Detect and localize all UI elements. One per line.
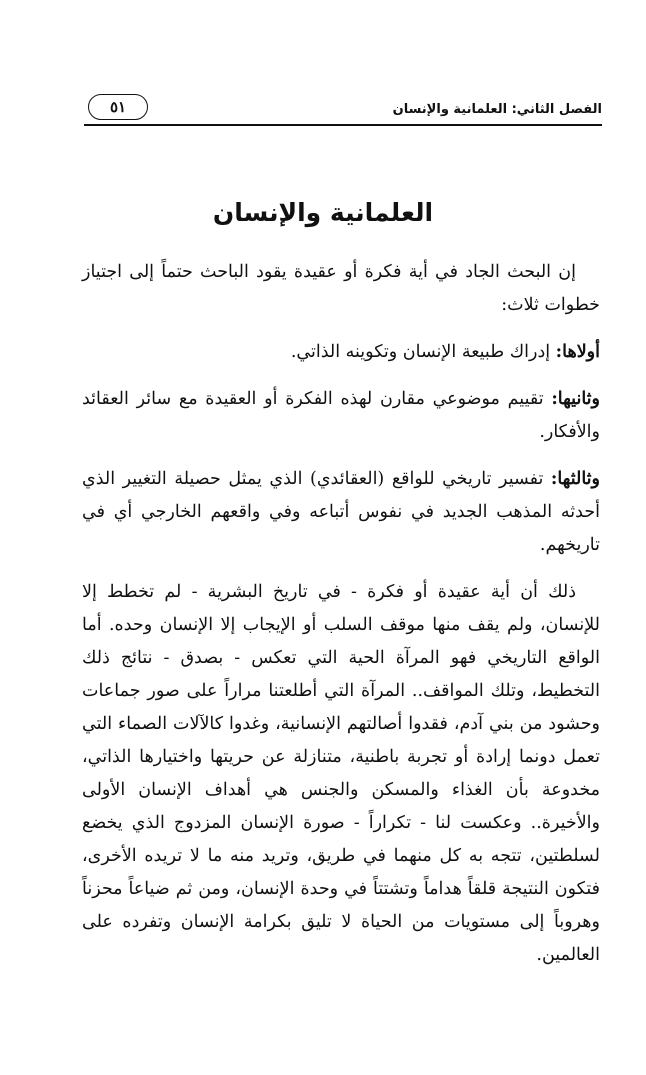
main-paragraph: ذلك أن أية عقيدة أو فكرة - في تاريخ البشرية - لم تخطط إلا للإنسان، ولم يقف منها موقف السلب أو الإيجاب إلا الإنسان وحده. أما الواقع التاريخي فهو المرآة الحية التي تعكس - بصدق - نتائج ذلك التخطيط، وتلك المواقف.. المرآة التي أطلعتنا مراراً على صور جماعات وحشود من بني آدم، فقدوا أصالتهم الإنسانية، وغدوا كالآلات الصماء التي تعمل دونما إرادة أو تجربة باطنية، متنازلة عن حريتها واختيارها الذاتي، مخدوعة بأن الغذاء والمسكن والجنس هي أهداف الإنسان الأولى والأخيرة.. وعكست لنا - تكراراً - صورة الإنسان المزدوج الذي يخضع لسلطتين، تتجه به كل منهما في طريق، وتريد منه ما لا تريده الأخرى، فتكون النتيجة قلقاً هداماً وتشتتاً في وحدة الإنسان، ومن ثم ضياعاً محزناً وهروباً إلى مستويات من الحياة لا تليق بكرامة الإنسان وتفرده على العالمين.	[82, 582, 600, 965]
header-rule	[84, 124, 602, 126]
point-three	[82, 463, 600, 562]
point-two-text: تقييم موضوعي مقارن لهذه الفكرة أو العقيدة مع سائر العقائد والأفكار.	[82, 389, 600, 442]
point-one-lead: أولاها:	[555, 342, 600, 362]
running-title: الفصل الثاني: العلمانية والإنسان	[392, 102, 602, 117]
chapter-title: العلمانية والإنسان	[212, 198, 434, 227]
intro-paragraph: إن البحث الجاد في أية فكرة أو عقيدة يقود الباحث حتماً إلى اجتياز خطوات ثلاث:	[82, 262, 600, 315]
page-number-badge: ٥١	[88, 94, 148, 120]
point-three-text: تفسير تاريخي للواقع (العقائدي) الذي يمثل حصيلة التغيير الذي أحدثه المذهب الجديد في نفوس أتباعه وفي واقعهم الخارجي أي في تاريخهم.	[82, 469, 600, 555]
point-three-lead: وثالثها:	[550, 469, 600, 489]
page-header	[84, 92, 602, 126]
point-one-text: إدراك طبيعة الإنسان وتكوينه الذاتي.	[290, 342, 556, 362]
point-two-lead: وثانيها:	[551, 389, 600, 409]
point-one	[82, 336, 600, 369]
point-two	[82, 383, 600, 449]
body-text	[82, 256, 600, 972]
